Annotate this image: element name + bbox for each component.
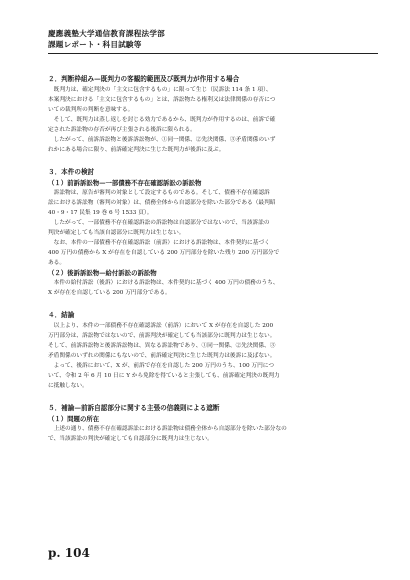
header-rule xyxy=(48,53,378,54)
header-university: 慶應義塾大学通信教育課程法学部 xyxy=(48,29,165,38)
section xyxy=(48,167,364,298)
paragraph-line: に抵触しない。 xyxy=(48,383,88,389)
section-heading: ３．本件の検討 xyxy=(48,168,95,176)
section xyxy=(48,403,364,444)
paragraph-line: 400 万円の債務から X が存在を自認している 200 万円部分を除いた残り 200 万円部分で xyxy=(48,250,280,256)
subsection-heading: （２）後訴訴訟物—給付訴訟の訴訟物 xyxy=(48,269,157,277)
paragraph-line: 訴訟物は、原告が審判の対象として設定するものである。そして、債務不存在確認訴 xyxy=(48,190,270,196)
paragraph-line: いて、令和 2 年 6 月 10 日に Y から免除を得ていると主張しても、前訴確定判決の既判力 xyxy=(48,373,280,379)
paragraph-line: 判決が確定しても当該自認部分に既判力は生じない。 xyxy=(48,230,185,236)
paragraph-line: いての裁判所の判断を意味する。 xyxy=(48,107,134,113)
section-heading: ５．補論—前訴自認部分に関する主張の信義則による遮断 xyxy=(48,404,220,412)
paragraph-line: 万円部分は、訴訟物ではないので、前訴判決が確定しても当該部分に既判力は生じない。 xyxy=(48,333,276,339)
paragraph-line: X が存在を自認している 200 万円部分である。 xyxy=(48,290,171,296)
page-number: p. 104 xyxy=(48,546,90,560)
paragraph-line: なお、本件の一部債務不存在確認訴訟（前訴）における訴訟物は、本件契約に基づく xyxy=(48,240,270,246)
paragraph-line: 上述の通り、債務不存在確認訴訟における訴訟物は債務全体から自認部分を除いた部分なの xyxy=(48,426,287,432)
page-header xyxy=(48,28,378,54)
document-body xyxy=(48,74,364,444)
paragraph-line: で、当該訴訟の判決が確定しても自認部分に既判力は生じない。 xyxy=(48,436,213,442)
paragraph-line: れかにある場合に限り、前訴確定判決に生じた既判力が後訴に及ぶ。 xyxy=(48,147,225,153)
paragraph-line: ある。 xyxy=(48,260,66,266)
subsection-heading: （１）前訴訴訟物—一部債務不存在確認訴訟の訴訟物 xyxy=(48,179,202,187)
paragraph-line: 訟における訴訟物（審判の対象）は、債務全体から自認部分を除いた部分である（最判昭 xyxy=(48,200,276,206)
section-heading: ２．判断枠組み—既判力の客観的範囲及び既判力が作用する場合 xyxy=(48,75,240,83)
paragraph-line: したがって、前訴訴訟物と後訴訴訟物が、①同一関係、②先決関係、③矛盾関係のいず xyxy=(48,137,276,143)
subsection-heading: （１）問題の所在 xyxy=(48,415,100,423)
paragraph-line: 定された訴訟物の存否が再び主張される後訴に限られる。 xyxy=(48,127,196,133)
section xyxy=(48,74,364,155)
paragraph-line: したがって、一部債務不存在確認訴訟の訴訟物は自認部分ではないので、当該訴訟の xyxy=(48,220,270,226)
header-subtitle: 課題レポート・科目試験等 xyxy=(48,40,142,49)
paragraph-line: よって、後訴において、X が、前訴で存在を自認した 200 万円のうち、100 万円につ xyxy=(48,363,275,369)
paragraph-line: 本件の給付訴訟（後訴）における訴訟物は、本件契約に基づく 400 万円の債務のうち、 xyxy=(48,280,279,286)
paragraph-line: そして、既判力は蒸し返しを封じる効力であるから、既判力が作用するのは、前訴で確 xyxy=(48,117,276,123)
paragraph-line: 以上より、本件の一部債務不存在確認訴訟（前訴）において X が存在を自認した 200 xyxy=(48,323,274,329)
paragraph-line: 矛盾関係のいずれの関係にもないので、前訴確定判決に生じた既判力は後訴に及ばない。 xyxy=(48,353,276,359)
paragraph-line: そして、前訴訴訟物と後訴訴訟物は、異なる訴訟物であり、①同一関係、②先決関係、③ xyxy=(48,343,276,349)
paragraph-line: 40・9・17 民集 19 巻 6 号 1533 頁）。 xyxy=(48,210,153,216)
paragraph-line: 本案判決における「主文に包含するもの」とは、訴訟物たる権利又は法律関係の存否につ xyxy=(48,97,276,103)
section-heading: ４．結論 xyxy=(48,311,75,319)
section xyxy=(48,310,364,391)
paragraph-line: 既判力は、確定判決の「主文に包含するもの」に限って生じ（民訴法 114 条 1 項）、 xyxy=(48,87,272,93)
